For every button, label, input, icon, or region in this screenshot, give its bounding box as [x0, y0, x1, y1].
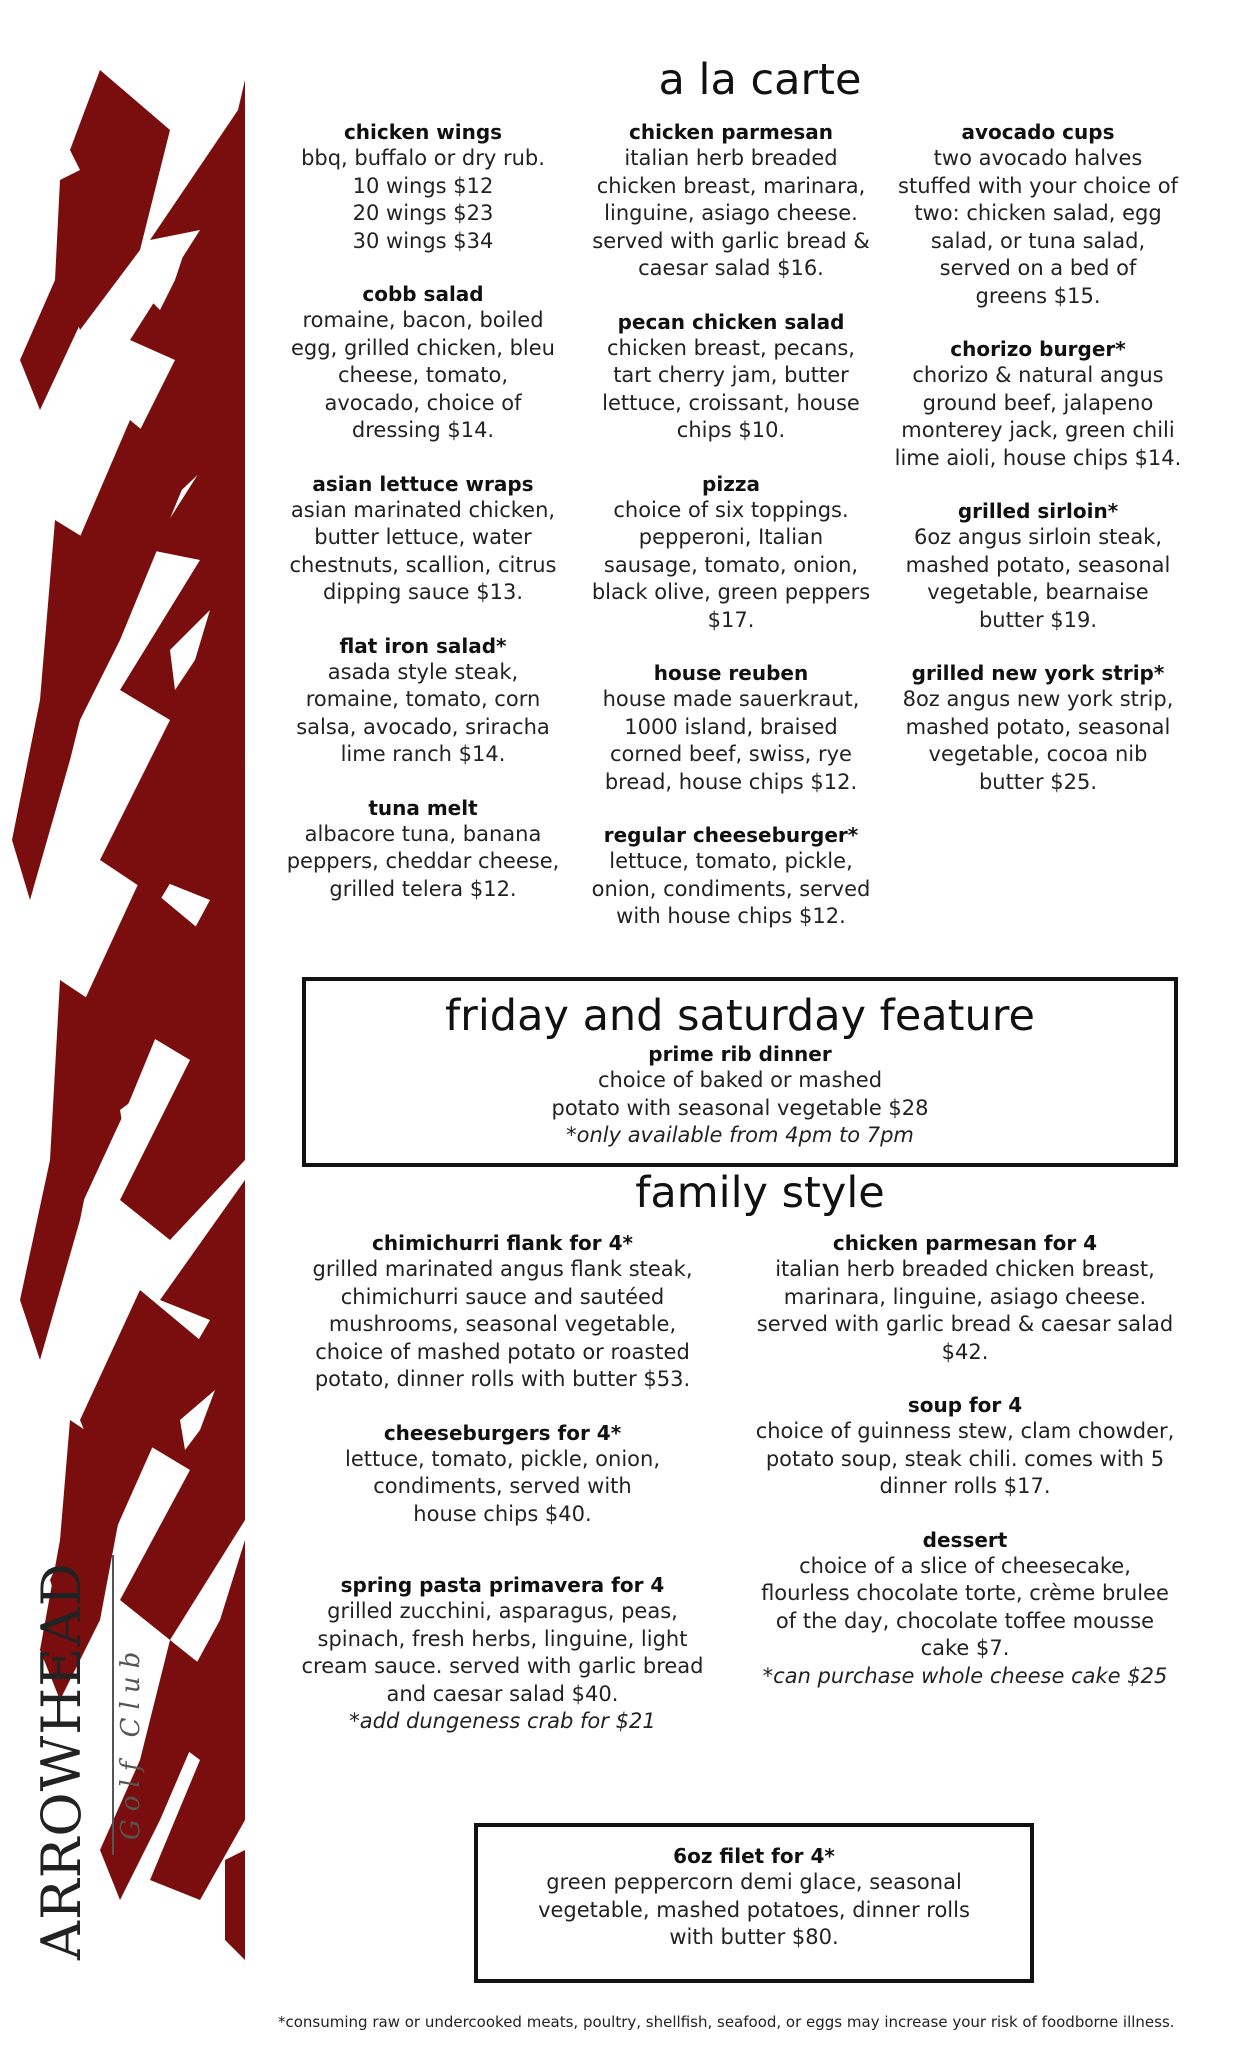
menu-item [268, 795, 578, 904]
item-name: pizza [702, 471, 760, 496]
item-name: chicken parmesan for 4 [832, 1231, 1098, 1255]
item-name: pecan chicken salad [617, 309, 845, 334]
item-name: cobb salad [362, 282, 484, 306]
menu-item [280, 1230, 725, 1394]
item-description: grilled zucchini, asparagus, peas, spinach, fresh herbs, linguine, light cream sauce. served with garlic bread and caesar salad $40. [301, 1599, 704, 1706]
item-description: 8oz angus new york strip, mashed potato, seasonal vegetable, cocoa nib butter $25. [902, 687, 1174, 794]
weekend-feature-box [302, 977, 1178, 1167]
item-description: asian marinated chicken, butter lettuce, water chestnuts, scallion, citrus dipping sauce $13. [289, 497, 557, 604]
item-name: cheeseburgers for 4* [383, 1420, 622, 1445]
item-description: choice of guinness stew, clam chowder, potato soup, steak chili. comes with 5 dinner rolls $17. [755, 1419, 1175, 1498]
menu-item [730, 1392, 1200, 1501]
item-name: chicken parmesan [628, 120, 834, 144]
menu-item [576, 822, 886, 931]
item-name: chicken wings [343, 120, 503, 144]
menu-item [883, 336, 1193, 472]
item-name: house reuben [653, 661, 809, 685]
item-description: chicken breast, pecans, tart cherry jam, butter lettuce, croissant, house chips $10. [602, 335, 860, 442]
food-safety-disclaimer: *consuming raw or undercooked meats, poultry, shellfish, seafood, or eggs may increase your risk of foodborne illness. [278, 2013, 1175, 2031]
item-description: choice of six toppings. pepperoni, Italian sausage, tomato, onion, black olive, green peppers $17. [591, 497, 871, 632]
item-name: asian lettuce wraps [312, 471, 534, 496]
item-description: lettuce, tomato, pickle, onion, condiments, served with house chips $12. [591, 849, 871, 928]
brand-name: ARROWHEAD [30, 1562, 93, 1960]
filet-item-name: 6oz filet for 4* [673, 1844, 835, 1868]
item-name: grilled new york strip* [911, 661, 1165, 685]
item-description: albacore tuna, banana peppers, cheddar cheese, grilled telera $12. [286, 821, 560, 901]
item-description: asada style steak, romaine, tomato, corn salsa, avocado, sriracha lime ranch $14. [296, 659, 550, 766]
menu-item [883, 498, 1193, 634]
menu-item [280, 1572, 725, 1736]
item-name: regular cheeseburger* [603, 823, 859, 847]
menu-item [268, 119, 578, 255]
item-name: chorizo burger* [950, 337, 1126, 361]
filet-feature-box [474, 1823, 1034, 1983]
brand-subtitle: Golf Club [116, 1643, 146, 1840]
family-style-title: family style [635, 1168, 885, 1218]
item-description: choice of a slice of cheesecake, flourless chocolate torte, crème brulee of the day, chocolate toffee mousse cake $7. [761, 1553, 1169, 1660]
menu-item [576, 660, 886, 796]
menu-item [576, 471, 886, 635]
item-description: bbq, buffalo or dry rub. 10 wings $12 20 wings $23 30 wings $34 [301, 146, 545, 253]
item-description: lettuce, tomato, pickle, onion, condiments, served with house chips $40. [345, 1446, 660, 1526]
menu-item [576, 119, 886, 283]
decorative-sidebar [0, 0, 250, 2048]
item-description: house made sauerkraut, 1000 island, braised corned beef, swiss, rye bread, house chips $12. [602, 687, 860, 794]
item-name: flat iron salad* [339, 633, 507, 658]
menu-item [268, 471, 578, 607]
menu-item [883, 119, 1193, 310]
menu-item [280, 1420, 725, 1529]
item-name: soup for 4 [907, 1393, 1023, 1417]
menu-item [268, 633, 578, 769]
item-description: 6oz angus sirloin steak, mashed potato, seasonal vegetable, bearnaise butter $19. [905, 525, 1171, 632]
filet-item-description: green peppercorn demi glace, seasonal vegetable, mashed potatoes, dinner rolls with butter $80. [538, 1870, 970, 1949]
feature-title: friday and saturday feature [445, 991, 1035, 1041]
family-style-left-column [280, 1230, 725, 1762]
family-style-right-column [730, 1230, 1200, 1716]
item-description: romaine, bacon, boiled egg, grilled chicken, bleu cheese, tomato, avocado, choice of dressing $14. [291, 308, 555, 442]
menu-item [730, 1527, 1200, 1691]
item-description: chorizo & natural angus ground beef, jalapeno monterey jack, green chili lime aioli, house chips $14. [894, 363, 1182, 470]
feature-availability-note: *only available from 4pm to 7pm [566, 1123, 914, 1147]
item-name: dessert [922, 1527, 1008, 1552]
item-description: italian herb breaded chicken breast, marinara, linguine, asiago cheese. served with garlic bread & caesar salad $42. [756, 1257, 1174, 1364]
menu-item [268, 281, 578, 445]
item-name: avocado cups [961, 120, 1115, 144]
item-name: tuna melt [368, 795, 478, 820]
a-la-carte-column-1 [268, 119, 578, 929]
a-la-carte-column-3 [883, 119, 1193, 822]
item-name: spring pasta primavera for 4 [340, 1573, 665, 1597]
brand-logo [22, 1540, 152, 1960]
item-note: *can purchase whole cheese cake $25 [762, 1663, 1168, 1688]
menu-item [730, 1230, 1200, 1366]
item-description: two avocado halves stuffed with your choice of two: chicken salad, egg salad, or tuna salad, served on a bed of greens $15. [898, 146, 1178, 308]
item-name: grilled sirloin* [957, 499, 1119, 523]
a-la-carte-title: a la carte [658, 55, 862, 105]
item-note: *add dungeness crab for $21 [349, 1709, 656, 1733]
menu-item [576, 309, 886, 445]
item-name: chimichurri flank for 4* [372, 1231, 633, 1255]
a-la-carte-column-2 [576, 119, 886, 957]
item-description: grilled marinated angus flank steak, chimichurri sauce and sautéed mushrooms, seasonal vegetable, choice of mashed potato or roasted potato, dinner rolls with butter $53. [312, 1257, 693, 1391]
feature-item-name: prime rib dinner [648, 1042, 832, 1066]
item-description: italian herb breaded chicken breast, marinara, linguine, asiago cheese. served with garlic bread & caesar salad $16. [592, 146, 870, 280]
brand-rule [112, 1555, 114, 1855]
menu-item [883, 660, 1193, 796]
feature-item-description: choice of baked or mashed potato with seasonal vegetable $28 [551, 1068, 929, 1120]
